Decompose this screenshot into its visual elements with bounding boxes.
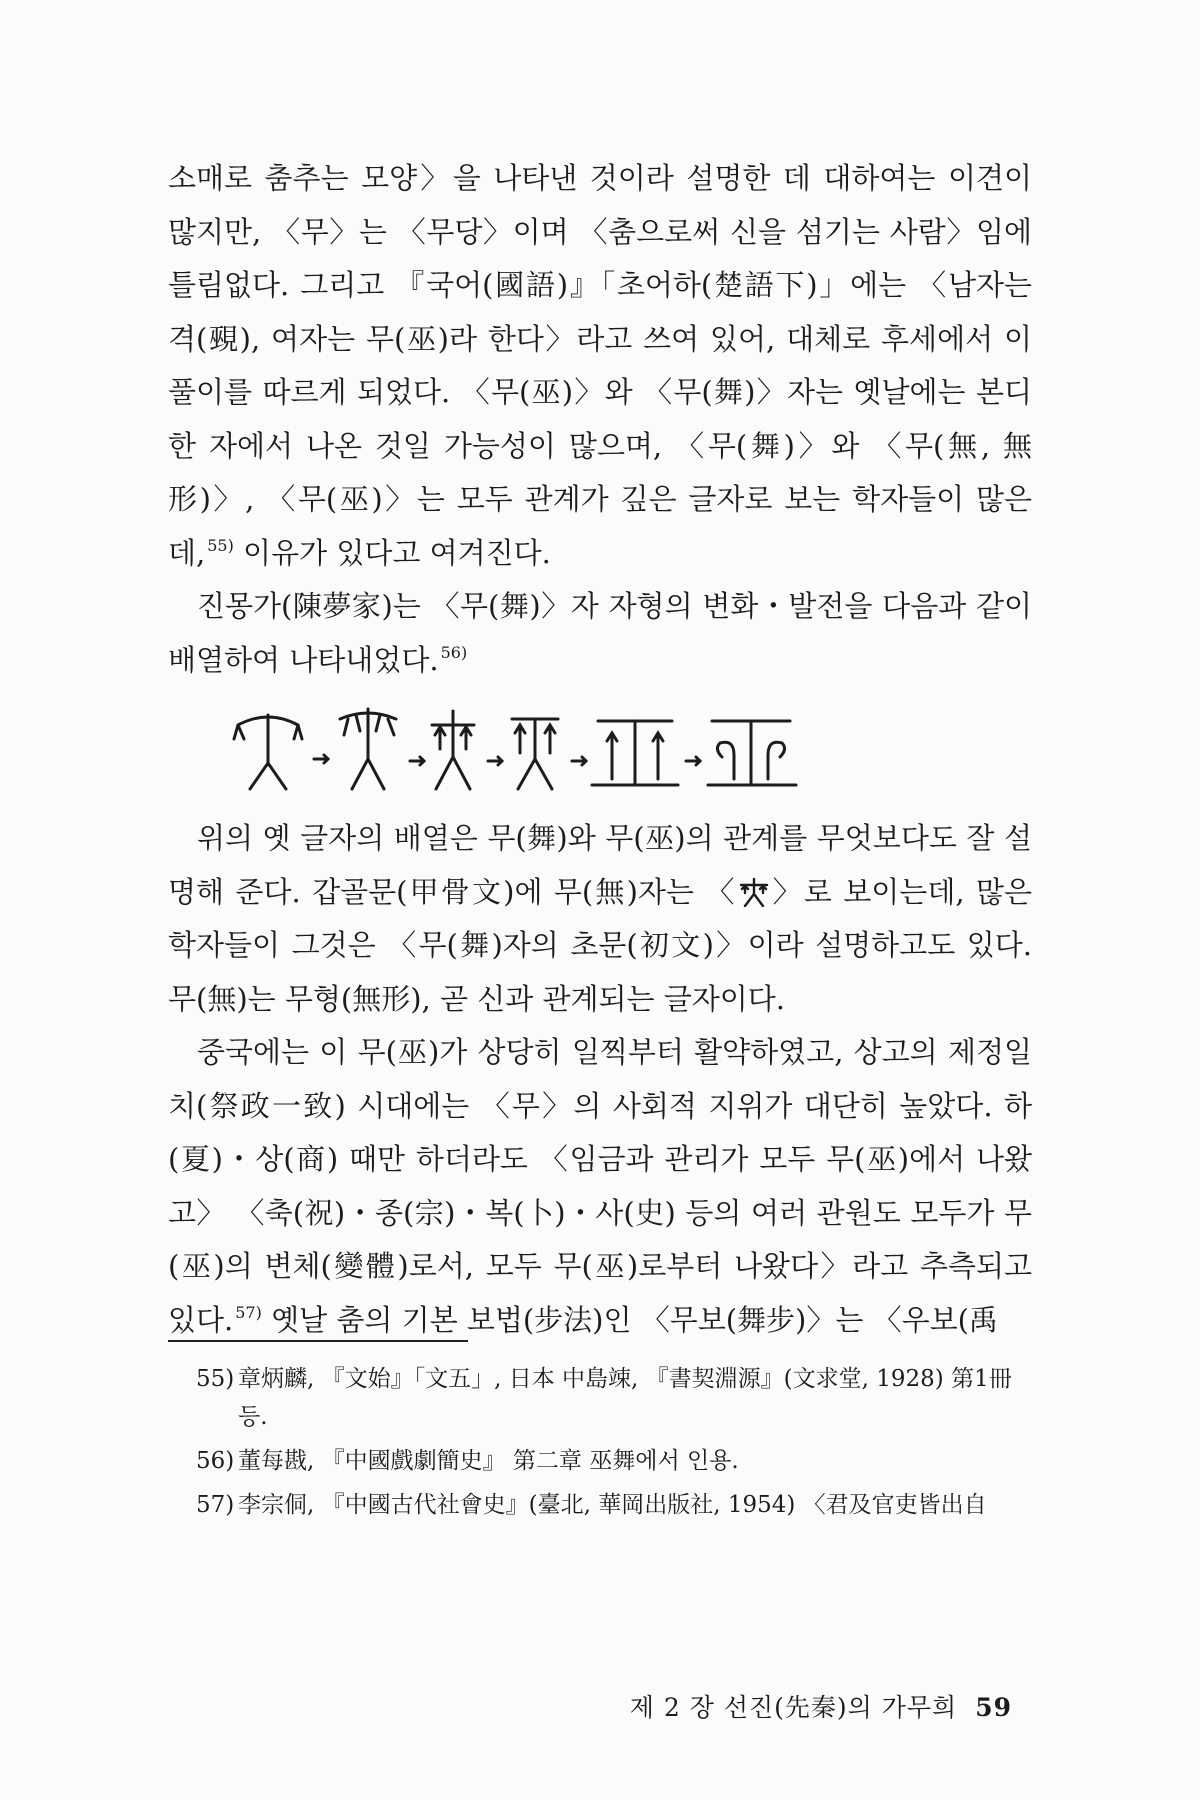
- footnote-ref-55[interactable]: 55): [207, 535, 234, 555]
- footnote-text: 董每戡, 『中國戲劇簡史』 第二章 巫舞에서 인용.: [238, 1448, 739, 1474]
- footnote-divider: [168, 1340, 468, 1342]
- body-text-continued: [168, 812, 1032, 1347]
- oracle-glyph-4: [512, 719, 558, 789]
- footnote-ref-57[interactable]: 57): [235, 1302, 262, 1322]
- oracle-glyph-2: [340, 709, 396, 789]
- footnote-number: 57): [196, 1492, 235, 1518]
- running-footer: [630, 1688, 1012, 1724]
- footnote-text: 章炳麟, 『文始』「文五」, 日本 中島竦, 『書契淵源』(文求堂, 1928) 第1冊 등.: [238, 1366, 1012, 1430]
- paragraph-3-text-b: 〉로 보이는데, 많은 학자들이 그것은 〈무(舞)자의 초문(初文)〉이라 설명하고도 있다. 무(無)는 무형(無形), 곧 신과 관계되는 글자이다.: [168, 874, 1032, 1016]
- footnote-number: 55): [196, 1366, 235, 1392]
- paragraph-3-text-a: 위의 옛 글자의 배열은 무(舞)와 무(巫)의 관계를 무엇보다도 잘 설명해 준다. 갑골문(甲骨文)에 무(無)자는 〈: [168, 821, 1032, 909]
- footnote-56: [196, 1442, 1032, 1480]
- footnote-ref-56[interactable]: 56): [440, 642, 468, 662]
- footnote-55: [196, 1360, 1032, 1436]
- page-number: 59: [975, 1693, 1012, 1722]
- paragraph-2-text: 진몽가(陳夢家)는 〈무(舞)〉자 자형의 변화・발전을 다음과 같이 배열하여 나타내었다.: [168, 589, 1032, 677]
- footnote-number: 56): [196, 1448, 235, 1474]
- wu-oracle-glyph-icon: [737, 877, 771, 907]
- arrow-icon: [314, 755, 328, 763]
- oracle-glyph-6: [708, 721, 796, 785]
- paragraph-2: [168, 580, 1032, 687]
- arrow-icon: [488, 757, 502, 765]
- paragraph-4: [168, 1026, 1032, 1347]
- paragraph-1: [168, 152, 1032, 580]
- paragraph-3: [168, 812, 1032, 1026]
- ancient-character-evolution: [228, 705, 918, 795]
- arrow-icon: [410, 757, 424, 765]
- body-text: [168, 152, 1032, 687]
- paragraph-4-tail: 옛날 춤의 기본 보법(步法)인 〈무보(舞步)〉는 〈우보(禹: [261, 1302, 998, 1337]
- paragraph-1-tail: 이유가 있다고 여겨진다.: [233, 535, 551, 570]
- oracle-glyph-3: [432, 711, 474, 789]
- chapter-title: 제 2 장 선진(先秦)의 가무희: [629, 1693, 958, 1722]
- footnotes: [196, 1360, 1032, 1530]
- paragraph-4-text: 중국에는 이 무(巫)가 상당히 일찍부터 활약하였고, 상고의 제정일치(祭政一致) 시대에는 〈무〉의 사회적 지위가 대단히 높았다. 하(夏)・상(商) 때만 하더라도 〈임금과 관리가 모두 무(巫)에서 나왔고〉 〈축(祝)・종(宗)・복(卜)・사(史) 등의 여러 관원도 모두가 무(巫)의 변체(變體)로서, 모두 무(巫)로부터 나왔다〉라고 추측되고 있다.: [168, 1035, 1032, 1337]
- oracle-glyph-5: [592, 721, 678, 785]
- footnote-text: 李宗侗, 『中國古代社會史』(臺北, 華岡出版社, 1954) 〈君及官吏皆出自: [238, 1492, 987, 1518]
- arrow-icon: [686, 757, 700, 765]
- oracle-glyph-1: [234, 715, 302, 789]
- footnote-57: [196, 1486, 1032, 1524]
- paragraph-1-text: 소매로 춤추는 모양〉을 나타낸 것이라 설명한 데 대하여는 이견이 많지만, 〈무〉는 〈무당〉이며 〈춤으로써 신을 섬기는 사람〉임에 틀림없다. 그리고 『국어(國語)』「초어하(楚語下)」에는 〈남자는 격(覡), 여자는 무(巫)라 한다〉라고 쓰여 있어, 대체로 후세에서 이 풀이를 따르게 되었다. 〈무(巫)〉와 〈무(舞)〉자는 옛날에는 본디 한 자에서 나온 것일 가능성이 많으며, 〈무(舞)〉와 〈무(無, 無形)〉, 〈무(巫)〉는 모두 관계가 깊은 글자로 보는 학자들이 많은데,: [168, 161, 1032, 570]
- arrow-icon: [572, 757, 586, 765]
